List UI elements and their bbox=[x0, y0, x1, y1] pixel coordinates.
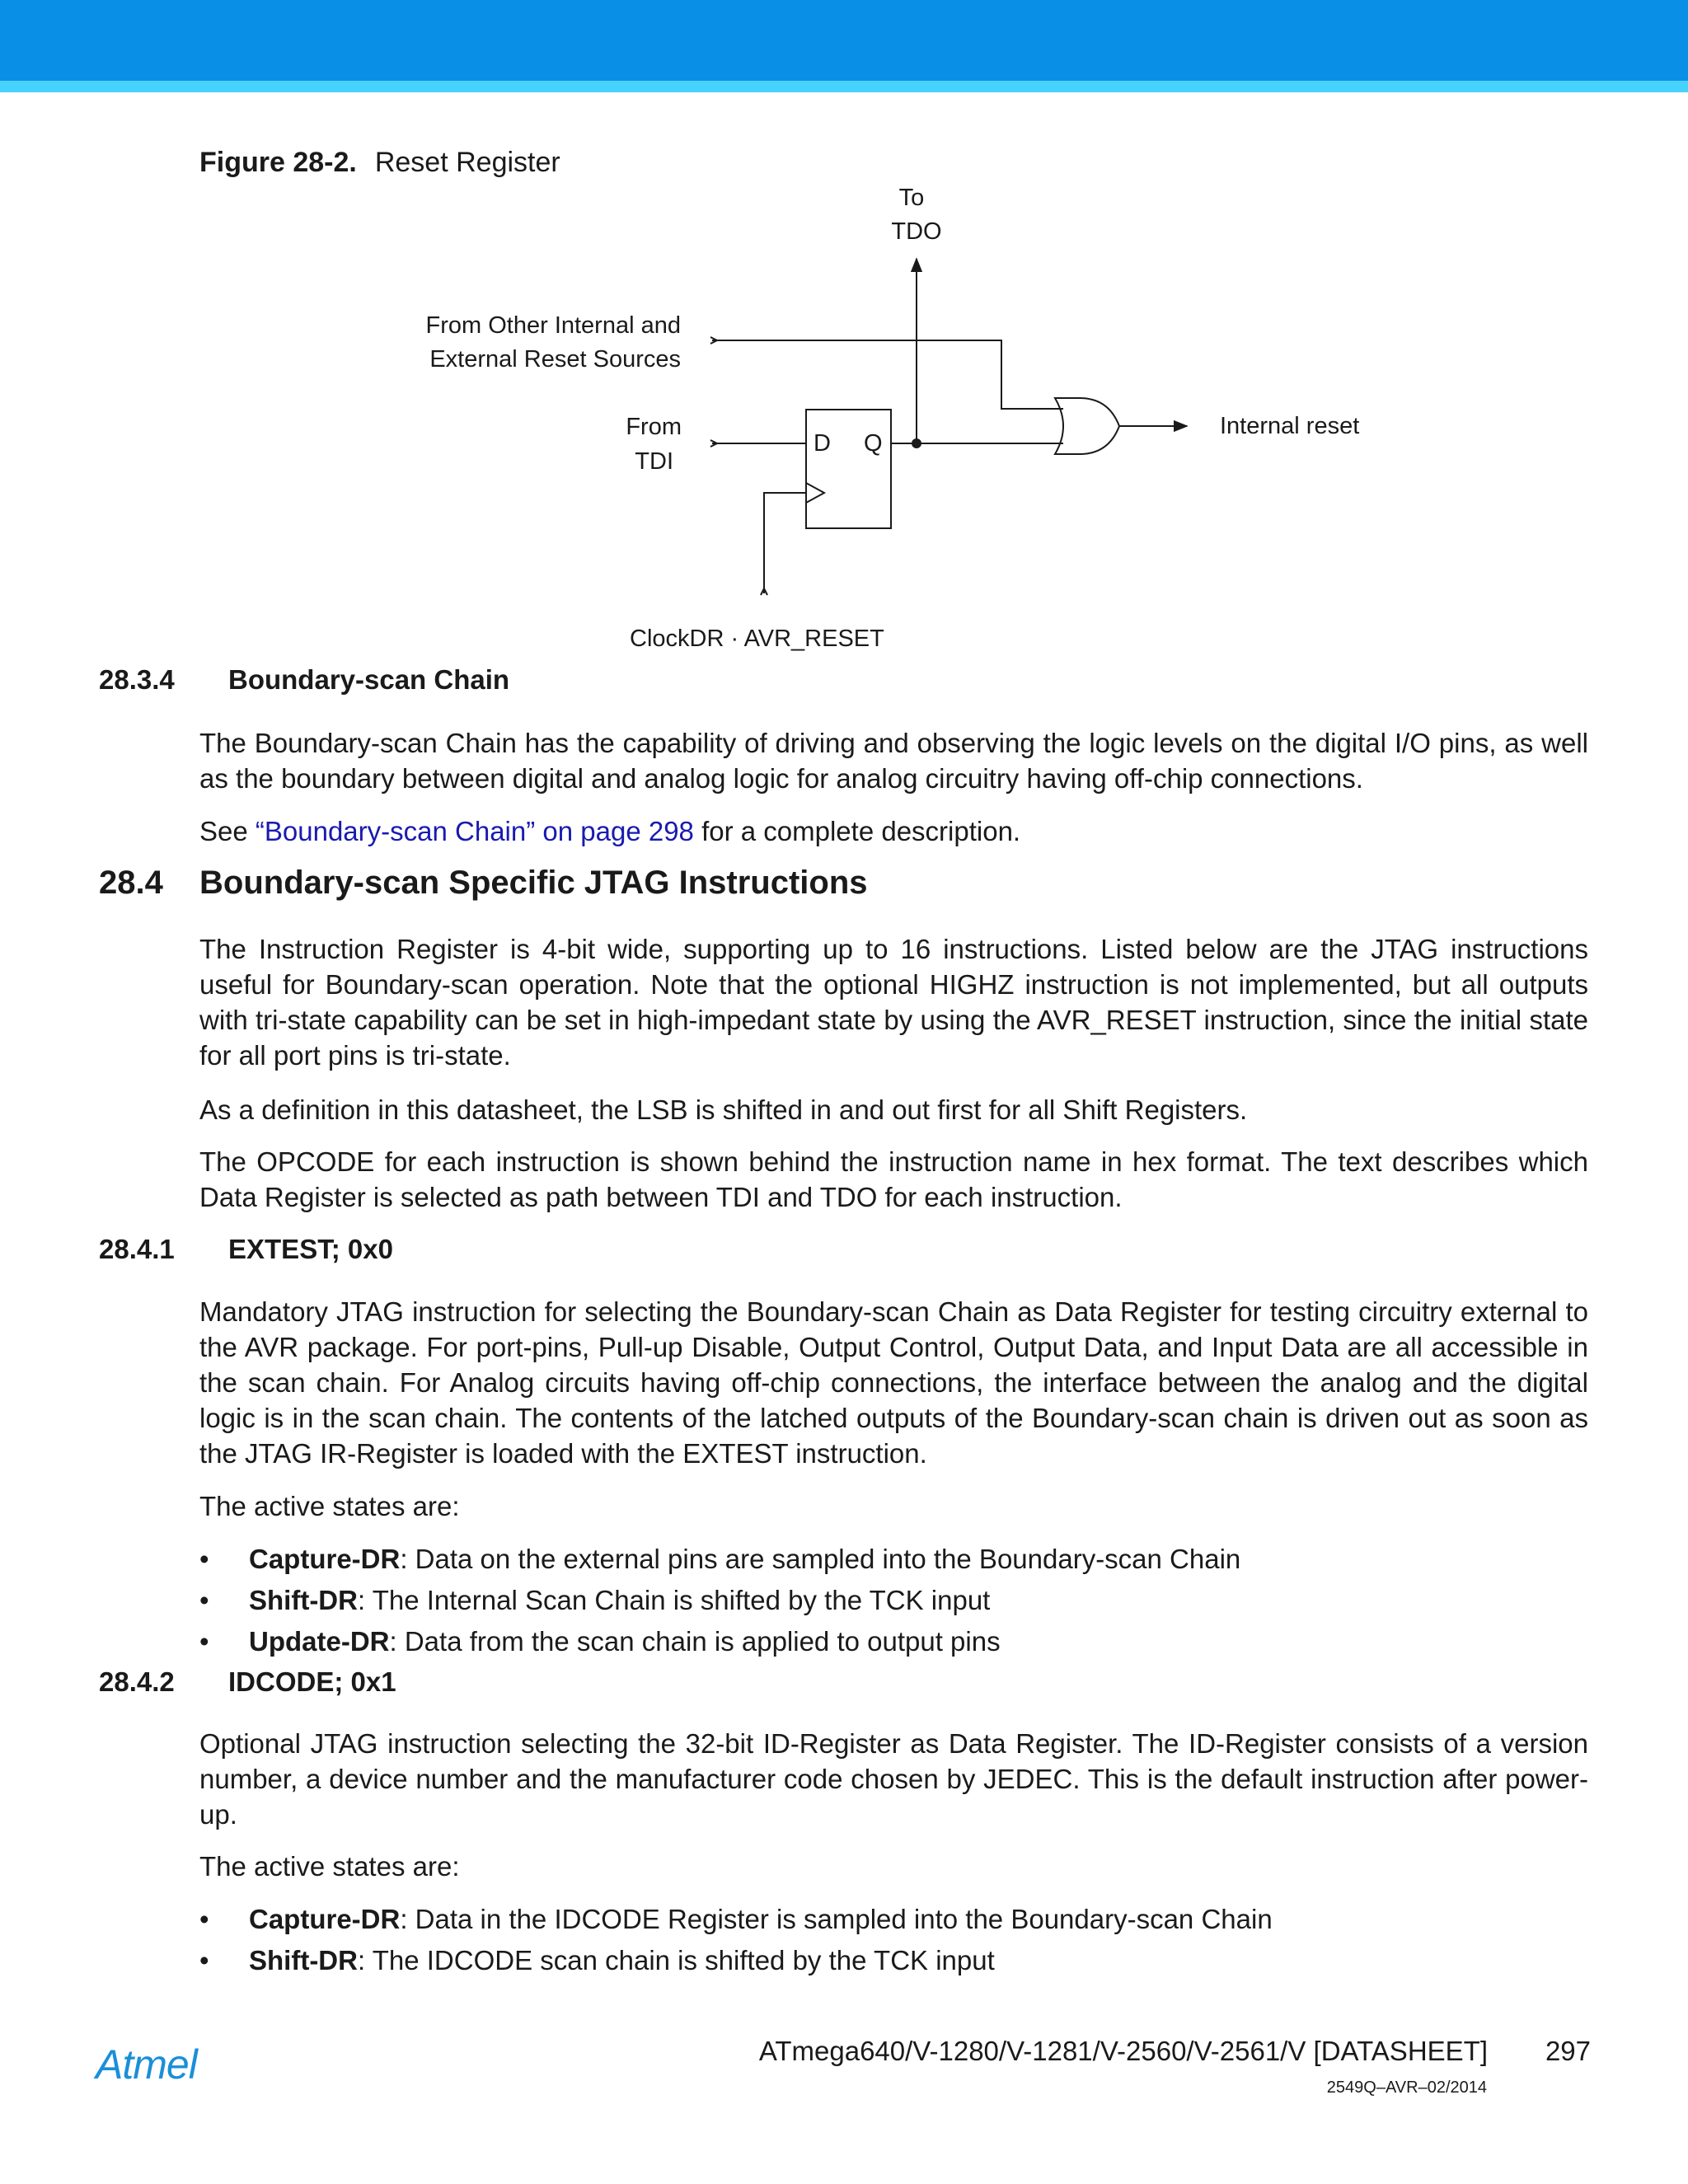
state-term: Update-DR bbox=[249, 1626, 390, 1657]
figure-title: Reset Register bbox=[374, 147, 560, 178]
state-term: Shift-DR bbox=[249, 1585, 358, 1615]
state-term: Capture-DR bbox=[249, 1904, 401, 1934]
state-term: Shift-DR bbox=[249, 1945, 358, 1975]
paragraph: The active states are: bbox=[199, 1491, 460, 1521]
tdo-label: TDO bbox=[891, 218, 942, 245]
paragraph: The Boundary-scan Chain has the capability of driving and observing the logic levels on the digital I/O pins, as well as the boundary between digital and analog logic for analog circuitry having off-chip connections. bbox=[199, 728, 1588, 794]
bullet-dot: • bbox=[199, 1626, 209, 1657]
bullet-dot: • bbox=[199, 1585, 209, 1615]
section-number: 28.3.4 bbox=[99, 664, 175, 695]
see-prefix: See bbox=[199, 816, 256, 846]
section-title: Boundary-scan Chain bbox=[228, 664, 510, 695]
paragraph: Mandatory JTAG instruction for selecting the Boundary-scan Chain as Data Register for testing circuitry external to the AVR package. For port-pins, Pull-up Disable, Output Control, Output Data, and Input Data are all accessible in the scan chain. For Analog circuits having off-chip connections, the interface between the analog and the digital logic is in the scan chain. The contents of the latched outputs of the Boundary-scan chain is driven out as soon as the JTAG IR-Register is loaded with the EXTEST instruction. bbox=[199, 1296, 1588, 1469]
paragraph: The OPCODE for each instruction is shown behind the instruction name in hex format. The text describes which Data Register is selected as path between TDI and TDO for each instruction. bbox=[199, 1146, 1588, 1212]
document-title: ATmega640/V-1280/V-1281/V-2560/V-2561/V [DATASHEET] bbox=[758, 2036, 1488, 2066]
reset-sources-line bbox=[712, 340, 1063, 409]
state-description: : Data in the IDCODE Register is sampled into the Boundary-scan Chain bbox=[400, 1904, 1273, 1934]
or-gate bbox=[1055, 398, 1119, 454]
internal-reset-label: Internal reset bbox=[1220, 413, 1360, 439]
q-pin-label: Q bbox=[864, 430, 883, 457]
atmel-logo: Atmel bbox=[96, 2041, 197, 2088]
section-number: 28.4 bbox=[99, 865, 163, 901]
paragraph: The active states are: bbox=[199, 1851, 460, 1882]
paragraph: Optional JTAG instruction selecting the 32-bit ID-Register as Data Register. The ID-Register consists of a version number, a device number and the manufacturer code chosen by JEDEC. This is the default instruction after power-up. bbox=[199, 1728, 1588, 1830]
state-description: : Data from the scan chain is applied to output pins bbox=[389, 1626, 1001, 1657]
section-title: EXTEST; 0x0 bbox=[228, 1234, 393, 1264]
clock-triangle bbox=[806, 483, 824, 503]
see-suffix: for a complete description. bbox=[693, 816, 1021, 846]
to-label: To bbox=[898, 185, 925, 211]
clock-line bbox=[764, 493, 806, 593]
bullet-dot: • bbox=[199, 1945, 209, 1975]
state-term: Capture-DR bbox=[249, 1544, 401, 1574]
section-title: IDCODE; 0x1 bbox=[228, 1666, 396, 1697]
paragraph: The Instruction Register is 4-bit wide, supporting up to 16 instructions. Listed below are the JTAG instructions useful for Boundary-scan operation. Note that the optional HIGHZ instruction is not implemented, but all outputs with tri-state capability can be set in high-impedant state by using the AVR_RESET instruction, since the initial state for all port pins is tri-state. bbox=[199, 934, 1588, 1071]
reset-sources-label-2: External Reset Sources bbox=[429, 346, 681, 373]
section-title: Boundary-scan Specific JTAG Instructions bbox=[199, 865, 868, 901]
from-label: From bbox=[626, 414, 682, 440]
state-description: : The IDCODE scan chain is shifted by the TCK input bbox=[357, 1945, 995, 1975]
reset-register-diagram bbox=[0, 0, 1688, 676]
boundary-scan-chain-link[interactable]: “Boundary-scan Chain” on page 298 bbox=[255, 816, 694, 846]
tdi-label: TDI bbox=[635, 448, 673, 475]
document-code: 2549Q–AVR–02/2014 bbox=[1326, 2079, 1487, 2097]
figure-label: Figure 28-2. bbox=[199, 147, 357, 178]
clock-label: ClockDR · AVR_RESET bbox=[630, 626, 884, 652]
d-pin-label: D bbox=[814, 430, 831, 457]
state-description: : Data on the external pins are sampled into the Boundary-scan Chain bbox=[400, 1544, 1241, 1574]
section-number: 28.4.1 bbox=[99, 1234, 175, 1264]
section-number: 28.4.2 bbox=[99, 1666, 175, 1697]
reset-sources-label-1: From Other Internal and bbox=[425, 312, 681, 339]
junction-dot bbox=[912, 438, 921, 448]
state-description: : The Internal Scan Chain is shifted by the TCK input bbox=[357, 1585, 991, 1615]
bullet-dot: • bbox=[199, 1544, 209, 1574]
page-number: 297 bbox=[1545, 2036, 1591, 2066]
paragraph-see-also bbox=[199, 813, 1588, 849]
bullet-dot: • bbox=[199, 1904, 209, 1934]
paragraph: As a definition in this datasheet, the LSB is shifted in and out first for all Shift Registers. bbox=[199, 1094, 1248, 1125]
